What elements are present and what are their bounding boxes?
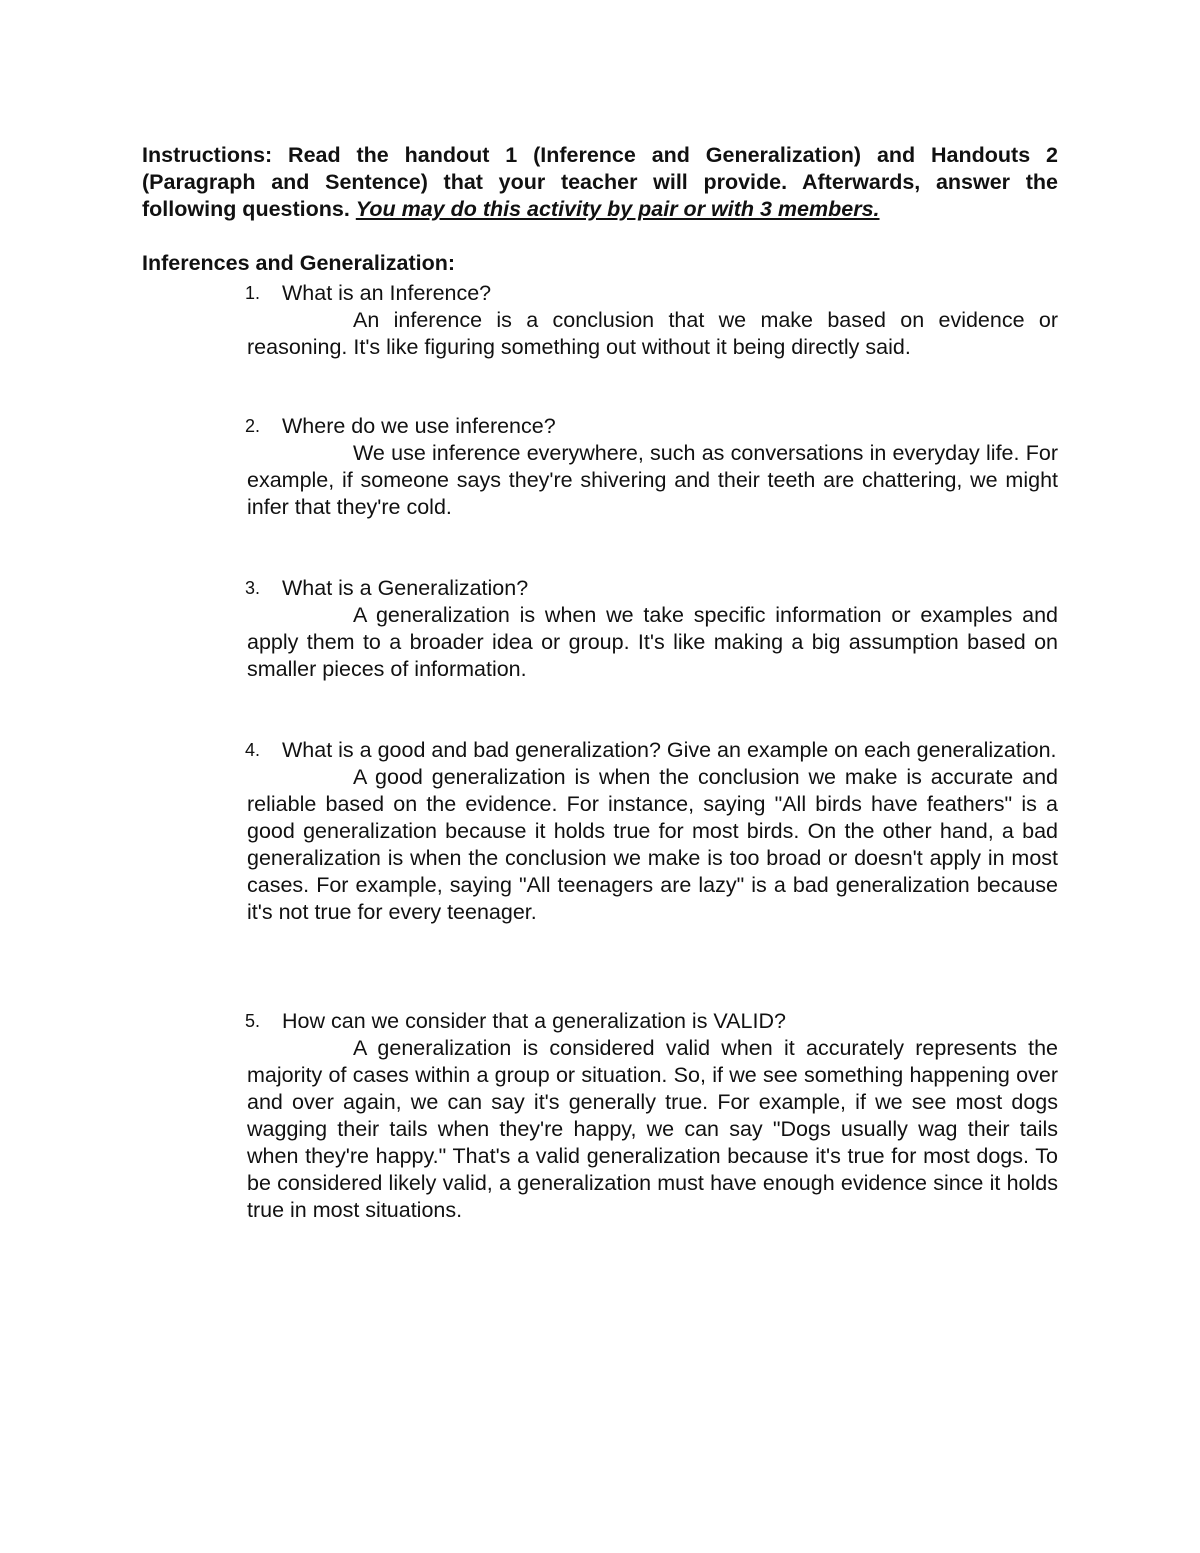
question-item-5 bbox=[247, 1008, 1058, 1224]
question-text: What is an Inference? bbox=[282, 281, 492, 305]
question-text: How can we consider that a generalization is VALID? bbox=[282, 1009, 786, 1033]
question-line bbox=[247, 737, 1058, 764]
question-number: 1. bbox=[245, 283, 261, 303]
question-text: What is a Generalization? bbox=[282, 576, 529, 600]
question-item-2 bbox=[247, 413, 1058, 521]
answer-text: A generalization is when we take specific information or examples and apply them to a broader idea or group. It's like making a big assumption based on smaller pieces of information. bbox=[247, 603, 1058, 681]
question-item-3 bbox=[247, 575, 1058, 683]
section-heading: Inferences and Generalization: bbox=[142, 251, 456, 275]
question-line bbox=[247, 413, 1058, 440]
instructions-paragraph bbox=[142, 142, 1058, 223]
question-item-4 bbox=[247, 737, 1058, 926]
question-text: What is a good and bad generalization? Give an example on each generalization. bbox=[282, 738, 1057, 762]
question-line bbox=[247, 280, 1058, 307]
question-item-1 bbox=[247, 280, 1058, 361]
question-number: 3. bbox=[245, 578, 261, 598]
answer-text: A good generalization is when the conclusion we make is accurate and reliable based on the evidence. For instance, saying "All birds have feathers" is a good generalization because it holds true for most birds. On the other hand, a bad generalization is when the conclusion we make is too broad or doesn't apply in most cases. For example, saying "All teenagers are lazy" is a bad generalization because it's not true for every teenager. bbox=[247, 765, 1058, 924]
answer-text: An inference is a conclusion that we make based on evidence or reasoning. It's like figuring something out without it being directly said. bbox=[247, 308, 1058, 359]
question-number: 2. bbox=[245, 416, 261, 436]
answer-text: A generalization is considered valid when it accurately represents the majority of cases within a group or situation. So, if we see something happening over and over again, we can say it's generally true. For example, if we see most dogs wagging their tails when they're happy, we can say "Dogs usually wag their tails when they're happy." That's a valid generalization because it's true for most dogs. To be considered likely valid, a generalization must have enough evidence since it holds true in most situations. bbox=[247, 1036, 1058, 1222]
question-number: 5. bbox=[245, 1011, 261, 1031]
instructions-text: Instructions: Read the handout 1 (Inference and Generalization) and Handouts 2 (Paragraph and Sentence) that your teacher will provide. Afterwards, answer the following questions. bbox=[142, 143, 1058, 221]
instructions-emphasis: You may do this activity by pair or with 3 members. bbox=[355, 197, 880, 221]
question-line bbox=[247, 1008, 1058, 1035]
question-line bbox=[247, 575, 1058, 602]
question-text: Where do we use inference? bbox=[282, 414, 556, 438]
question-number: 4. bbox=[245, 740, 261, 760]
answer-text: We use inference everywhere, such as conversations in everyday life. For example, if someone says they're shivering and their teeth are chattering, we might infer that they're cold. bbox=[247, 441, 1058, 519]
